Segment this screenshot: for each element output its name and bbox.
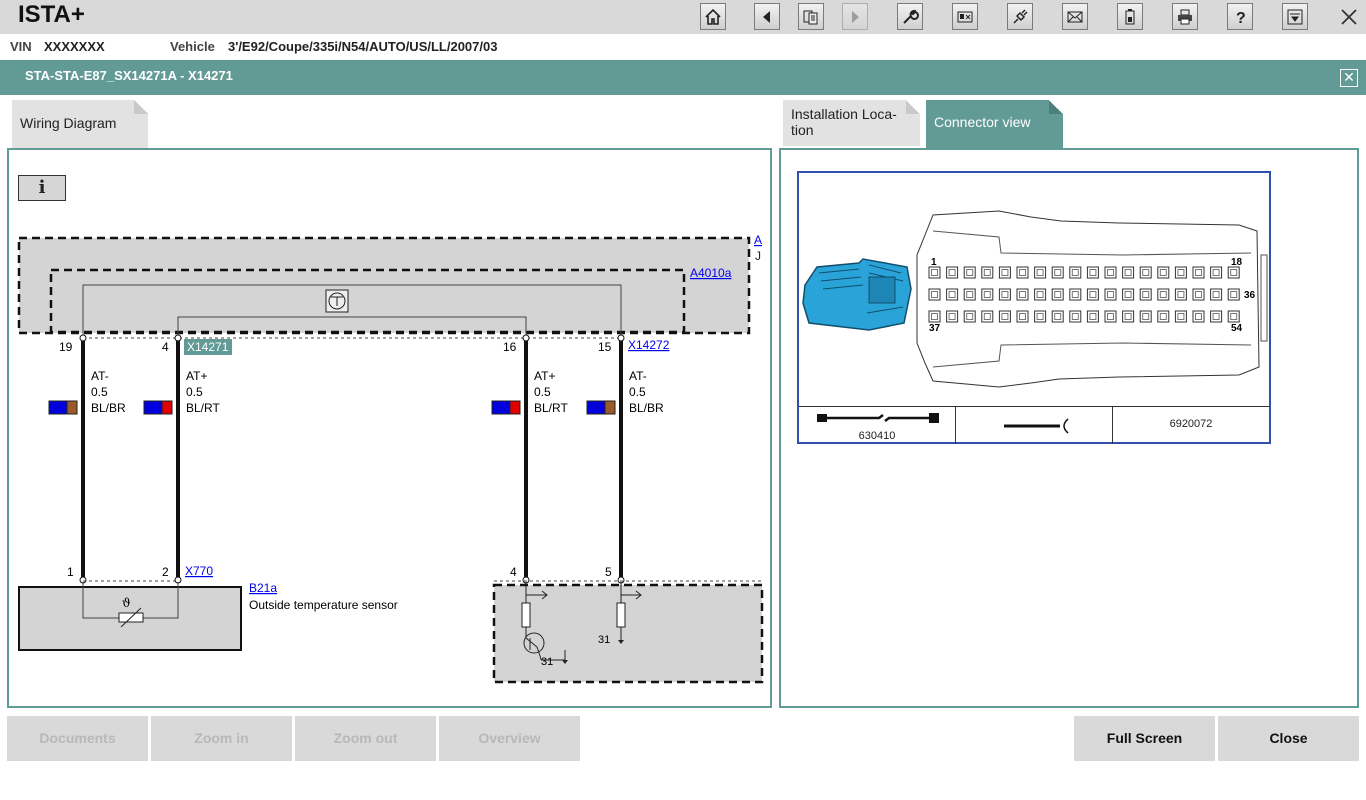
plug-icon[interactable] (1007, 3, 1033, 30)
wrench-icon[interactable] (897, 3, 923, 30)
outer-module-link[interactable]: A (754, 233, 763, 247)
wire-2-gauge: 0.5 (186, 385, 203, 399)
connector-pin (947, 267, 958, 278)
connector-pin (1087, 289, 1098, 300)
connector-x14272[interactable]: X14272 (628, 338, 670, 352)
connector-pin (982, 289, 993, 300)
connector-pin (1193, 311, 1204, 322)
connector-image-box[interactable] (797, 171, 1271, 444)
wiring-diagram-panel (7, 148, 772, 708)
pin-top-16: 16 (503, 340, 517, 354)
wire-2-color-a (144, 401, 162, 414)
pin-top-4: 4 (162, 340, 169, 354)
ground-label-right: 31 (598, 634, 611, 646)
wire-4-color-b (605, 401, 615, 414)
pin-label-1: 1 (931, 257, 937, 268)
resistor-left (522, 603, 530, 627)
connector-plug-latch (869, 277, 895, 303)
tab-corner-fold (1049, 100, 1063, 114)
wire-3-gauge: 0.5 (534, 385, 551, 399)
part-cell-number[interactable] (1113, 406, 1269, 444)
cable-icon (799, 407, 956, 427)
top-toolbar (0, 0, 1366, 34)
connector-pin (1052, 267, 1063, 278)
full-screen-button[interactable]: Full Screen (1074, 716, 1215, 761)
wire-1-signal: AT- (91, 369, 109, 383)
connector-pin (1211, 289, 1222, 300)
resistor-right (617, 603, 625, 627)
connector-x770[interactable]: X770 (185, 564, 214, 578)
close-button[interactable]: Close (1218, 716, 1359, 761)
connector-pin (929, 289, 940, 300)
connector-pin (1193, 267, 1204, 278)
outer-module-link-2: J (755, 249, 761, 263)
connector-pin (1105, 267, 1116, 278)
connector-pin (1211, 267, 1222, 278)
wire-4-terminal-top (618, 335, 624, 341)
tab-connector-view[interactable] (926, 100, 1063, 148)
connector-pin (1140, 289, 1151, 300)
pin-bottom-2: 2 (162, 565, 169, 579)
connector-pin (1123, 311, 1134, 322)
connector-pin (982, 311, 993, 322)
wire-1-gauge: 0.5 (91, 385, 108, 399)
wire-1-color-b (67, 401, 77, 414)
vin-label: VIN (10, 39, 32, 54)
pin-bottom-1: 1 (67, 565, 74, 579)
pin-top-15: 15 (598, 340, 612, 354)
connector-pin (1070, 289, 1081, 300)
inner-module-box (51, 270, 684, 332)
documents-icon[interactable] (798, 3, 824, 30)
svg-text:?: ? (1236, 9, 1246, 26)
tab-wiring-diagram-label: Wiring Diagram (20, 115, 117, 131)
document-close-button[interactable]: ✕ (1340, 69, 1358, 87)
connector-pin (1228, 289, 1239, 300)
connector-x14271[interactable]: X14271 (187, 340, 229, 354)
pin-label-36: 36 (1244, 290, 1256, 301)
part-number-6920072: 6920072 (1169, 418, 1213, 430)
connector-pin (1035, 267, 1046, 278)
tab-installation-location-line1: Installation Loca- (791, 106, 897, 122)
wire-1-color-a (49, 401, 67, 414)
connector-pin (1017, 311, 1028, 322)
connector-pin (964, 267, 975, 278)
vehicle-info-bar (0, 34, 1366, 60)
connector-pin (982, 267, 993, 278)
wire-4-color-a (587, 401, 605, 414)
download-icon[interactable] (1282, 3, 1308, 30)
wire-3-color-b (510, 401, 520, 414)
printer-icon[interactable] (1172, 3, 1198, 30)
wire-2-color-b (162, 401, 172, 414)
connector-pin (1017, 289, 1028, 300)
wire-3-signal: AT+ (534, 369, 556, 383)
wire-end-icon (956, 407, 1113, 445)
connector-pin (999, 311, 1010, 322)
app-title: ISTA+ (18, 1, 85, 28)
pin-bottom-4: 4 (510, 565, 517, 579)
home-icon[interactable] (700, 3, 726, 30)
connector-pin (1175, 267, 1186, 278)
part-cell-cable[interactable] (799, 406, 956, 444)
theta-symbol: ϑ (122, 596, 131, 610)
vehicle-value: 3'/E92/Coupe/335i/N54/AUTO/US/LL/2007/03 (228, 39, 498, 54)
tab-wiring-diagram[interactable] (12, 100, 148, 148)
connector-pin (1140, 311, 1151, 322)
battery-icon[interactable] (1117, 3, 1143, 30)
wire-4-gauge: 0.5 (629, 385, 646, 399)
wire-4-signal: AT- (629, 369, 647, 383)
connector-diagram (799, 173, 1269, 406)
wire-3-color-a (492, 401, 510, 414)
wire-3-terminal-top (523, 335, 529, 341)
tab-corner-fold (906, 100, 920, 114)
pin-icon[interactable] (952, 3, 978, 30)
wire-2-terminal-top (175, 335, 181, 341)
wire-2-color-code: BL/RT (186, 401, 220, 415)
forward-icon[interactable] (842, 3, 868, 30)
document-title: STA-STA-E87_SX14271A - X14271 (25, 68, 233, 83)
zoom-out-button[interactable]: Zoom out (295, 716, 436, 761)
sensor-link-b21a[interactable]: B21a (249, 581, 278, 595)
back-icon[interactable] (754, 3, 780, 30)
connector-pin (999, 267, 1010, 278)
overview-button[interactable]: Overview (439, 716, 580, 761)
connector-pin (1158, 311, 1169, 322)
tab-connector-view-label: Connector view (934, 114, 1031, 130)
wiring-diagram (9, 150, 770, 706)
connector-pin (964, 311, 975, 322)
connector-pin (929, 311, 940, 322)
connector-pin (1211, 311, 1222, 322)
connector-pin (1193, 289, 1204, 300)
tab-installation-location-line2: tion (791, 122, 814, 138)
connector-pin (1175, 289, 1186, 300)
pin-label-54: 54 (1231, 323, 1243, 334)
connector-pin (1158, 267, 1169, 278)
connector-pin (1158, 289, 1169, 300)
connector-pin (947, 289, 958, 300)
connector-pin (1070, 267, 1081, 278)
zoom-in-button[interactable]: Zoom in (151, 716, 292, 761)
pin-bottom-5: 5 (605, 565, 612, 579)
connector-pin (1105, 311, 1116, 322)
help-icon[interactable] (1227, 3, 1253, 30)
connector-pin (1070, 311, 1081, 322)
wire-4-color-code: BL/BR (629, 401, 664, 415)
connector-pin (947, 311, 958, 322)
wire-2-signal: AT+ (186, 369, 208, 383)
wire-1-color-code: BL/BR (91, 401, 126, 415)
connector-pin (929, 267, 940, 278)
connector-pin (1123, 267, 1134, 278)
connector-pin (1175, 311, 1186, 322)
pin-label-18: 18 (1231, 257, 1243, 268)
connector-pin (1228, 267, 1239, 278)
connector-pin (1035, 311, 1046, 322)
connector-pin (999, 289, 1010, 300)
vehicle-label: Vehicle (170, 39, 215, 54)
connector-pin (1140, 267, 1151, 278)
connector-pin (964, 289, 975, 300)
connector-pin (1035, 289, 1046, 300)
connector-pin (1087, 311, 1098, 322)
connector-face-side-rib (1261, 255, 1267, 341)
tab-installation-location[interactable] (783, 100, 920, 146)
connector-pin (1052, 289, 1063, 300)
pin-top-19: 19 (59, 340, 73, 354)
vin-value: XXXXXXX (44, 39, 105, 54)
connector-pin (1017, 267, 1028, 278)
connector-pin (1228, 311, 1239, 322)
module-link-a4010a[interactable]: A4010a (690, 266, 732, 280)
connector-pin (1105, 289, 1116, 300)
close-icon[interactable] (1336, 3, 1362, 30)
tab-corner-fold (134, 100, 148, 114)
wire-1-terminal-top (80, 335, 86, 341)
connector-pin (1052, 311, 1063, 322)
wire-3-color-code: BL/RT (534, 401, 568, 415)
connector-pin (1087, 267, 1098, 278)
part-number-630410: 630410 (858, 430, 896, 442)
pin-label-37: 37 (929, 323, 941, 334)
info-button[interactable]: i (18, 175, 66, 201)
documents-button[interactable]: Documents (7, 716, 148, 761)
connector-pin (1123, 289, 1134, 300)
document-header (0, 60, 1366, 95)
ground-label-left: 31 (541, 656, 554, 668)
part-cell-wire[interactable] (956, 406, 1113, 444)
sensor-name: Outside temperature sensor (249, 598, 398, 612)
connector-view-panel (779, 148, 1359, 708)
mail-icon[interactable] (1062, 3, 1088, 30)
